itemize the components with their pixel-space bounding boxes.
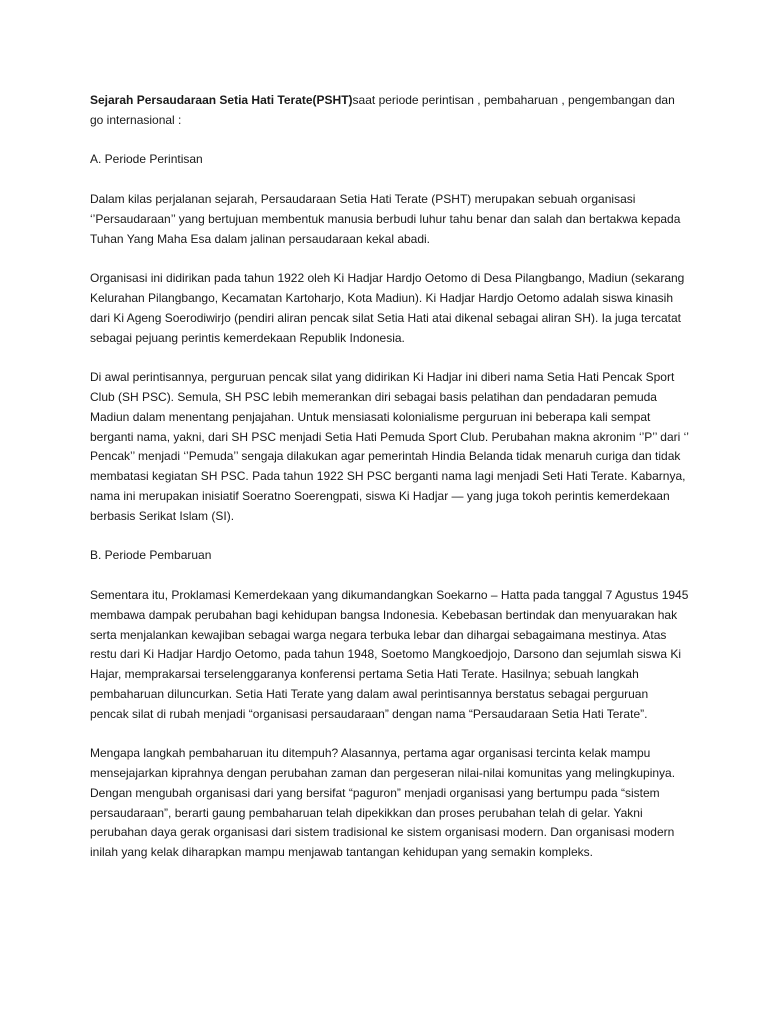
paragraph: Di awal perintisannya, perguruan pencak silat yang didirikan Ki Hadjar ini diberi nama Setia Hati Pencak Sport Club (SH PSC). Semula, SH PSC lebih memerankan diri sebagai basis pelatihan dan pendadaran pemuda Madiun dalam menentang penjajahan. Untuk mensiasati kolonialisme perguruan ini beberapa kali sempat berganti nama, yakni, dari SH PSC menjadi Setia Hati Pemuda Sport Club. Perubahan makna akronim ‘’P’’ dari ‘’ Pencak’’ menjadi ‘’Pemuda’’ sengaja dilakukan agar pemerintah Hindia Belanda tidak menaruh curiga dan tidak membatasi kegiatan SH PSC. Pada tahun 1922 SH PSC berganti nama lagi menjadi Seti Hati Terate. Kabarnya, nama ini merupakan inisiatif Soeratno Soerengpati, siswa Ki Hadjar — yang juga tokoh perintis kemerdekaan berbasis Serikat Islam (SI). (90, 370, 689, 523)
paragraph: Sementara itu, Proklamasi Kemerdekaan yang dikumandangkan Soekarno – Hatta pada tanggal 7 Agustus 1945 membawa dampak perubahan bagi kehidupan bangsa Indonesia. Kebebasan bertindak dan menyuarakan hak serta menjalankan kewajiban sebagai warga negara terbuka lebar dan dihargai sebagaimana mestinya. Atas restu dari Ki Hadjar Hardjo Oetomo, pada tahun 1948, Soetomo Mangkoedjojo, Darsono dan sejumlah siswa Ki Hajar, memprakarsai terselenggaranya konferensi pertama Setia Hati Terate. Hasilnya; sebuah langkah pembaharuan diluncurkan. Setia Hati Terate yang dalam awal perintisannya berstatus sebagai perguruan pencak silat di rubah menjadi “organisasi persaudaraan” dengan nama “Persaudaraan Setia Hati Terate”. (90, 587, 689, 721)
section-heading-pembaruan: B. Periode Pembaruan (90, 548, 212, 563)
document-page (90, 91, 690, 883)
document-title-lead: Sejarah Persaudaraan Setia Hati Terate(PSHT) (90, 93, 353, 107)
paragraph: Organisasi ini didirikan pada tahun 1922 oleh Ki Hadjar Hardjo Oetomo di Desa Pilangbango, Madiun (sekarang Kelurahan Pilangbango, Kecamatan Kartoharjo, Kota Madiun). Ki Hadjar Hardjo Oetomo adalah siswa kinasih dari Ki Ageng Soerodiwirjo (pendiri aliran pencak silat Setia Hati atai dikenal sebagai aliran SH). Ia juga tercatat sebagai pejuang perintis kemerdekaan Republik Indonesia. (90, 271, 685, 345)
section-heading-perintisan: A. Periode Perintisan (90, 152, 203, 167)
paragraph: Dalam kilas perjalanan sejarah, Persaudaraan Setia Hati Terate (PSHT) merupakan sebuah organisasi ‘’Persaudaraan’’ yang bertujuan membentuk manusia berbudi luhur tahu benar dan salah dan bertakwa kepada Tuhan Yang Maha Esa dalam jalinan persaudaraan kekal abadi. (90, 191, 681, 246)
paragraph: Mengapa langkah pembaharuan itu ditempuh? Alasannya, pertama agar organisasi tercinta kelak mampu mensejajarkan kiprahnya dengan perubahan zaman dan pergeseran nilai-nilai komunitas yang melingkupinya. Dengan mengubah organisasi dari yang bersifat “paguron” menjadi organisasi yang bertumpu pada “sistem persaudaraan”, berarti gaung pembaharuan telah dipekikkan dan proses perubahan telah di gelar. Yakni perubahan daya gerak organisasi dari sistem tradisional ke sistem organisasi modern. Dan organisasi modern inilah yang kelak diharapkan mampu menjawab tantangan kehidupan yang semakin kompleks. (90, 746, 676, 860)
document-title (90, 91, 690, 131)
document-title-rest: saat periode perintisan , pembaharuan , pengembangan dan go internasional : (90, 93, 675, 127)
